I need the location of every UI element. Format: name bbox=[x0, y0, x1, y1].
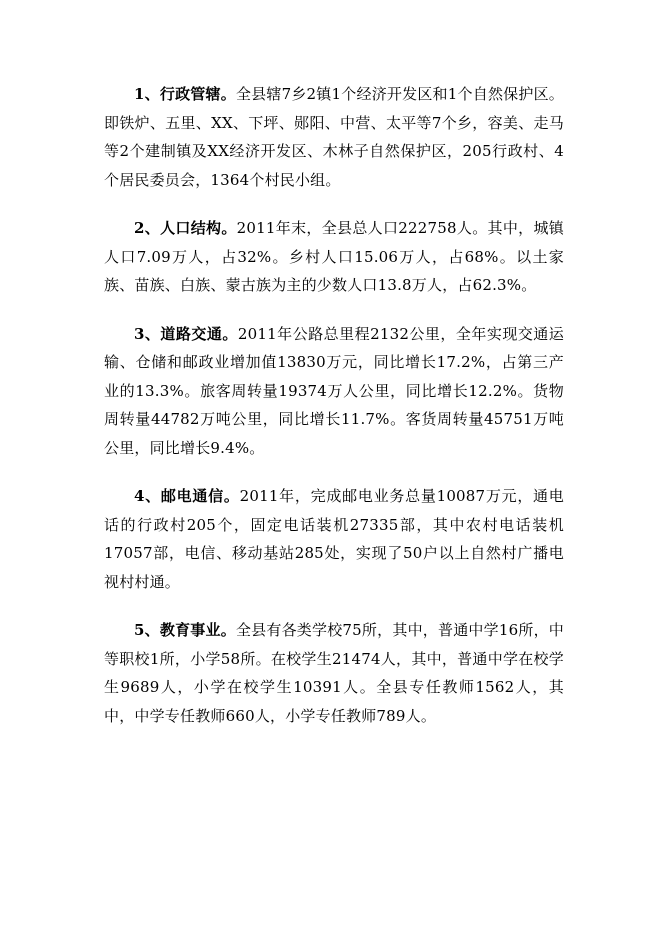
section-text: 2011年末，全县总人口222758人。其中，城镇人口7.09万人，占32%。乡村人口15.06万人，占68%。以土家族、苗族、白族、蒙古族为主的少数人口13.8万人，占62.3%。 bbox=[104, 219, 564, 294]
section-heading: 4、邮电通信。 bbox=[134, 487, 240, 505]
section-text: 全县有各类学校75所，其中，普通中学16所，中等职校1所，小学58所。在校学生21474人，其中，普通中学在校学生9689人，小学在校学生10391人。全县专任教师1562人，其中，中学专任教师660人，小学专任教师789人。 bbox=[104, 621, 564, 725]
section-text: 2011年公路总里程2132公里，全年实现交通运输、仓储和邮政业增加值13830万元，同比增长17.2%，占第三产业的13.3%。旅客周转量19374万人公里，同比增长12.2%。货物周转量44782万吨公里，同比增长11.7%。客货周转量45751万吨公里，同比增长9.4%。 bbox=[104, 324, 564, 457]
section-administration bbox=[104, 80, 564, 194]
section-paragraph bbox=[104, 80, 564, 194]
section-population bbox=[104, 214, 564, 300]
section-heading: 5、教育事业。 bbox=[134, 621, 236, 639]
section-text: 全县辖7乡2镇1个经济开发区和1个自然保护区。即铁炉、五里、XX、下坪、郧阳、中营、太平等7个乡，容美、走马等2个建制镇及XX经济开发区、木林子自然保护区，205行政村、4个居民委员会，1364个村民小组。 bbox=[104, 85, 564, 189]
section-heading: 1、行政管辖。 bbox=[134, 85, 236, 103]
section-telecom bbox=[104, 482, 564, 596]
section-paragraph bbox=[104, 214, 564, 300]
section-education bbox=[104, 616, 564, 730]
section-paragraph bbox=[104, 482, 564, 596]
document-body bbox=[104, 80, 564, 750]
section-paragraph bbox=[104, 616, 564, 730]
section-paragraph bbox=[104, 320, 564, 463]
section-heading: 3、道路交通。 bbox=[134, 324, 238, 343]
section-transport bbox=[104, 320, 564, 463]
section-heading: 2、人口结构。 bbox=[134, 219, 237, 237]
section-text: 2011年，完成邮电业务总量10087万元，通电话的行政村205个，固定电话装机27335部，其中农村电话装机17057部，电信、移动基站285处，实现了50户以上自然村广播电视村村通。 bbox=[104, 487, 564, 591]
